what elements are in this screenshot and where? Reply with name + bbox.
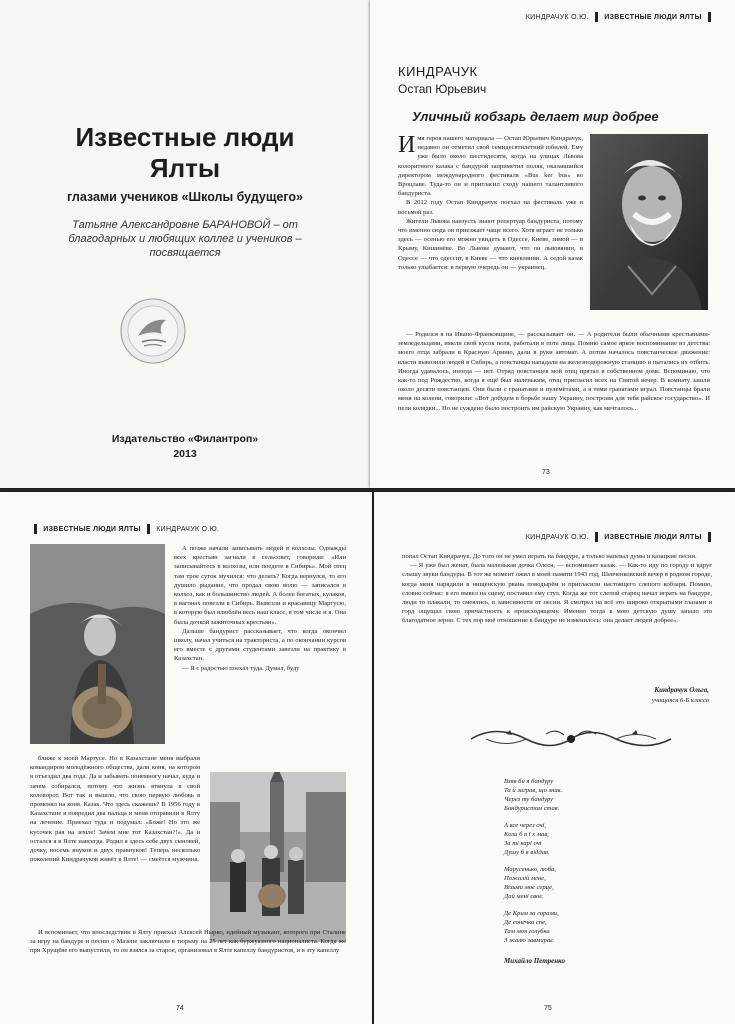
poem-stanza: Взяв би я бандуру Та й заграв, що знав. Через ту бандуру Бандуристом став. — [504, 778, 563, 812]
poem — [504, 777, 644, 953]
author-name: Остап Юрьевич — [398, 82, 487, 96]
poem-stanza: А все через очі, Коли б я ї х мав, За ті карі очі Душу б я віддав. — [504, 822, 550, 856]
article-intro: Имя героя нашего материала — Остап Юрьевич Киндрачук, недавно он отметил свой семидесятилетний юбилей. Ему уже было около шестидесяти, когда на улицах Львова колоритного казака с бандурой заприметил поляк, оказавшийся директором международного фестиваля «Bus ker bus» во Вроцлаве. Туда-то он и пригласил сходу нашего талантливого бандуриста. В 2012 году Остап Киндрачук поехал на фестиваль уже в восьмой раз. Жители Львова наизусть знают репертуар бандуриста, потому что именно сюда он приезжает чаще всего. Хотя играет не только здесь — осенью его можно увидеть в Одессе, Киеве, зимой — в Крыму, Кишинёве. Во Львове думают, что он львовянин, в Одессе — что одессит, в Киеве — что киевлянин. А седой казак только улыбается: в первую очередь он — украинец. — [398, 132, 583, 271]
wide-text-bottom: И вспоминает, что впоследствии в Ялту приехал Алексей Нырко, идейный музыкант, которого при Сталине за игру на бандуре и песню о Мазепе заключили в тюрьму на 25 лет как буржуазного националиста. Когда же при Хрущёве его выпустили, то он взялся за старое, организовал в Ялте капеллу бандуристов, и в эту капеллу — [30, 929, 346, 955]
drop-cap: И — [398, 132, 416, 158]
bandura-player-photo — [30, 544, 165, 744]
cover-subtitle: глазами учеников «Школы будущего» — [66, 190, 303, 204]
page-number: 74 — [176, 1005, 184, 1012]
article-headline: Уличный кобзарь делает мир добрее — [412, 109, 659, 124]
cover-dedication: Татьяне Александровне БАРАНОВОЙ – от благодарных и любящих коллег и учеников – посвящается — [68, 219, 302, 259]
running-head: КИНДРАЧУК О.Ю. ИЗВЕСТНЫЕ ЛЮДИ ЯЛТЫ — [526, 12, 715, 22]
cover-publisher: Издательство «Филантроп» 2013 — [111, 433, 259, 460]
column-text: А позже начали записывать людей в колхозы. Однажды всех крестьян загнали в сельсовет, говорили: «Или записывайтесь в колхозы, или поедете в Сибирь». Мой отец там трое суток мучился: что делать? Когда вернулся, то его душило рыдание, что продал свою волю — записался в колхоз, как и большинство людей. А более богатых, кулаков, в вагонах повезли в Сибирь. Вывезли и красавицу Мартусю, в которую был влюблён весь наш класс, в том числе и я. Она была дочкой зажиточных крестьян». Дальше бандурист рассказывает, что когда окончил школу, начал учиться на тракториста, а по окончании курсов его вместе с другими студентами завезли на практику в Казахстан. — Я с радостью поехал туда. Думал, буду — [174, 545, 346, 672]
portrait-photo — [590, 134, 708, 310]
poet-name: Михайло Петренко — [504, 957, 565, 965]
cover-page — [0, 0, 370, 488]
page-74 — [0, 492, 372, 1024]
ornament-divider-icon — [466, 726, 676, 752]
cover-title: Известные люди Ялты — [75, 122, 295, 183]
page-73 — [370, 0, 735, 488]
page-number: 75 — [544, 1005, 552, 1012]
signer-name: Киндрачук Ольга, — [654, 686, 709, 694]
poem-stanza: Марусенько, люба, Пожалій мене, Візьми моє серце, Дай мені своє. — [504, 866, 556, 900]
author-surname: КИНДРАЧУК — [398, 64, 478, 79]
signer-class: учащаяся 6-Б класса — [651, 697, 709, 704]
page-number: 73 — [542, 469, 550, 476]
running-head: ИЗВЕСТНЫЕ ЛЮДИ ЯЛТЫ КИНДРАЧУК О.Ю. — [30, 524, 219, 534]
wide-text-top: ближе к моей Мартусе. Но в Казахстане меня выбрали командиром молодёжного общества, дали коня, на котором я отъездил два года. Да и забывать понемногу начал, куда и зачем собирался, потому что жизнь втянула в свой коловорот. Вот так и вышло, что свою первую любовь я променял на коня. Казак. Что здесь скажешь? В 1956 году в Казахстане я повредил два пальца и меня отправили в Ялту на лечение. Приехал туда и подумал: «Боже! Но это же кусочек рая на земле! Зачем мне тот Казахстан?!». Да и остался я в Ялте навсегда. Родил я здесь себе двух сыновей, дочку, восемь внуков и двух правнуков! Теперь несколько поколений Киндрачуков живёт в Ялте! — смеётся мужчина. — [30, 755, 200, 864]
running-head: КИНДРАЧУК О.Ю. ИЗВЕСТНЫЕ ЛЮДИ ЯЛТЫ — [526, 532, 715, 542]
publisher-seal-icon — [118, 296, 188, 366]
article-continuation: попал Остап Киндрачук. До того он не умел играть на бандуре, а только напевал думы и казацкие песни. — Я уже был женат, была маленькая дочка Олеся, — вспоминает казак. — Как-то иду по городу и вдруг слышу звуки бандуры. В тот же момент ожил в моей памяти 1943 год, Шевченковский вечер в родном городе, когда меня нарядили в нищенскую рвань поводырём и пригласили настоящего слепого кобзаря. Помню, словно сейчас: я его вывел на сцену, поставил ему стул. Когда же тот слепой старец начал играть на бандуре, люди то плакали, то смеялись, в зависимости от песни. Я смотрел на всё это широко открытыми глазами и горд ощущал свою причастность к происходящему. Именно тогда в мою детскую душу запало это благодатное зерно. С тех пор моё отношение к бандуре не изменилось: она делает людей добрее». — [402, 553, 712, 625]
poem-stanza: Де Крим за горами, Де сонечко спе, Там моя голубка З жалю завмирає. — [504, 910, 559, 944]
page-75 — [374, 492, 735, 1024]
article-body: — Родился я на Ивано-Франковщине, — рассказывает он. — А родители были обычными крестьянами-земледельцами, имели свой кусок поля, работали в поте лица. Помню самое яркое воспоминание из детства: моего отца забрали в Красную Армию, дали в руки автомат. А потом началось повстанческое движение: власти вывозили людей в Сибирь, а повстанцы нападали на железнодорожную станцию и пытались их отбить. Иногда удавалось, иногда — нет. Отряд повстанцев мой отец прятал в собственном доме. Вспоминаю, что как-то под Рождество, когда я ещё был маленьким, отец пригласил всех на Святой вечер. В комнату зашли около десяти повстанцев. Они были с гранатами и пулемётами, а я теми гранатами играл. Повстанцы брали меня на колени, говорили: «Вот добудем в борьбе нашу Украину, построим для тебя райское государство». И пели колядки... Но не суждено было построить им райскую Украину, как мечталось... — [398, 331, 710, 412]
